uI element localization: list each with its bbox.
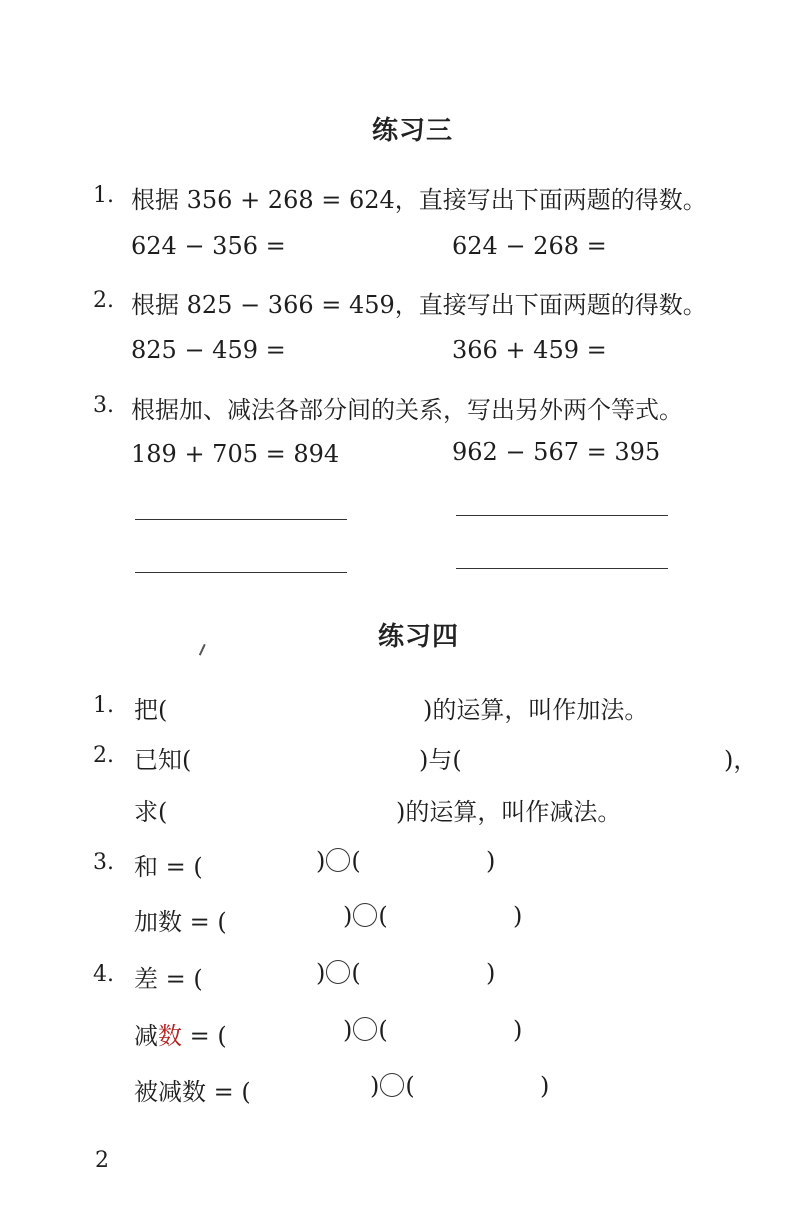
- operator-circle[interactable]: [353, 1017, 377, 1041]
- answer-line-right-1[interactable]: [456, 515, 668, 516]
- pencil-mark: [199, 644, 211, 658]
- operator-circle[interactable]: [326, 960, 350, 984]
- fill-prefix: 求(: [134, 798, 168, 826]
- relation-operator: [343, 902, 388, 930]
- paren-close: ): [316, 847, 326, 875]
- label-part: = (: [182, 1022, 227, 1050]
- relation-operator: [370, 1072, 415, 1100]
- question-number: 2.: [93, 288, 114, 313]
- operator-circle[interactable]: [326, 848, 350, 872]
- label-part: 减: [134, 1022, 158, 1050]
- question-number: 3.: [93, 850, 114, 875]
- expression-right: 624 − 268 =: [452, 232, 607, 260]
- operator-circle[interactable]: [353, 903, 377, 927]
- question-text: 根据 356 + 268 = 624，直接写出下面两题的得数。: [131, 186, 707, 214]
- paren-close: ): [540, 1072, 550, 1100]
- exercise-3-title: 练习三: [372, 116, 454, 146]
- fill-suffix: )的运算，叫作加法。: [423, 696, 649, 724]
- answer-line-right-2[interactable]: [456, 568, 668, 569]
- answer-line-left-1[interactable]: [135, 519, 347, 520]
- paren-open: (: [378, 1016, 388, 1044]
- paren-open: (: [378, 902, 388, 930]
- paren-close: ): [370, 1072, 380, 1100]
- relation-label: 被减数 = (: [134, 1078, 251, 1106]
- equation-right: 962 − 567 = 395: [452, 438, 661, 466]
- question-text: 根据加、减法各部分间的关系，写出另外两个等式。: [131, 396, 683, 424]
- fill-prefix: 把(: [134, 696, 168, 724]
- question-number: 4.: [93, 962, 114, 987]
- question-number: 1.: [93, 693, 114, 718]
- label-part-red: 数: [158, 1022, 182, 1050]
- relation-operator: [316, 847, 361, 875]
- fill-prefix: 已知(: [134, 746, 192, 774]
- relation-label: 加数 = (: [134, 908, 227, 936]
- paren-close: ): [343, 1016, 353, 1044]
- paren-close: ): [486, 847, 496, 875]
- expression-right: 366 + 459 =: [452, 336, 607, 364]
- paren-close: ): [513, 1016, 523, 1044]
- paren-open: (: [351, 959, 361, 987]
- equation-left: 189 + 705 = 894: [131, 440, 340, 468]
- question-text: 根据 825 − 366 = 459，直接写出下面两题的得数。: [131, 291, 707, 319]
- expression-left: 825 − 459 =: [131, 336, 286, 364]
- page-number: 2: [95, 1148, 109, 1173]
- paren-open: (: [351, 847, 361, 875]
- fill-middle: )与(: [419, 746, 462, 774]
- operator-circle[interactable]: [380, 1073, 404, 1097]
- fill-end: )，: [724, 746, 758, 774]
- paren-open: (: [405, 1072, 415, 1100]
- paren-close: ): [486, 959, 496, 987]
- relation-operator: [316, 959, 361, 987]
- question-number: 2.: [93, 743, 114, 768]
- relation-label: [134, 1016, 227, 1051]
- fill-suffix: )的运算，叫作减法。: [396, 798, 622, 826]
- answer-line-left-2[interactable]: [135, 572, 347, 573]
- expression-left: 624 − 356 =: [131, 232, 286, 260]
- paren-close: ): [513, 902, 523, 930]
- relation-label: 和 = (: [134, 853, 203, 881]
- paren-close: ): [343, 902, 353, 930]
- relation-operator: [343, 1016, 388, 1044]
- question-number: 1.: [93, 183, 114, 208]
- question-number: 3.: [93, 393, 114, 418]
- paren-close: ): [316, 959, 326, 987]
- exercise-4-title: 练习四: [378, 622, 460, 652]
- relation-label: 差 = (: [134, 965, 203, 993]
